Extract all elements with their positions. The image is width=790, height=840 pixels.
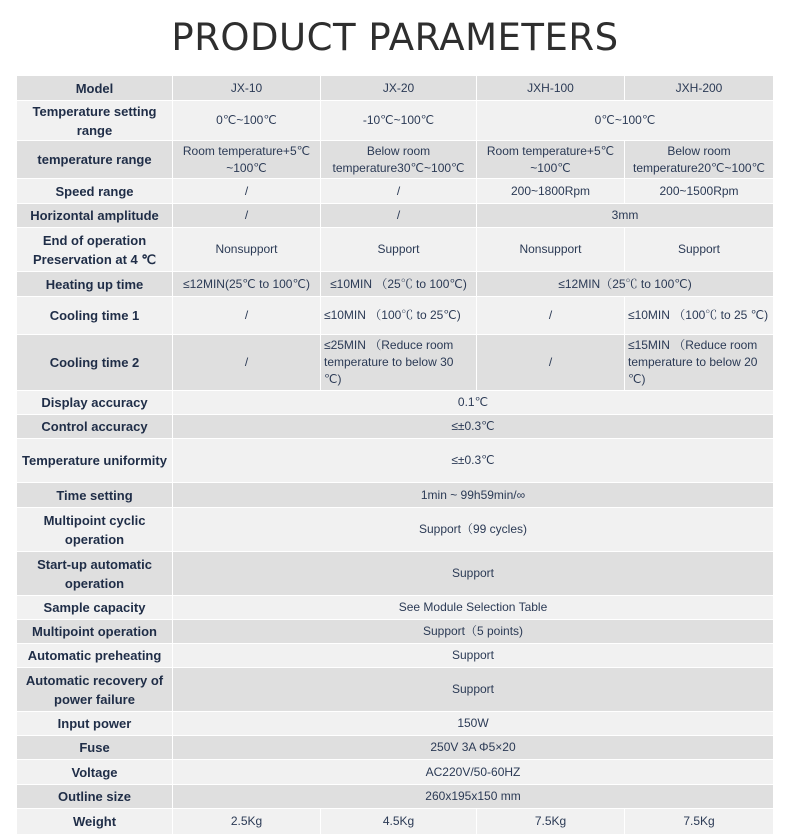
cell-value: ≤12MIN(25℃ to 100℃) [173, 272, 321, 297]
cell-value: 0℃~100℃ [477, 101, 773, 141]
model-jx-10: JX-10 [173, 76, 321, 101]
cell-value: ≤25MIN （Reduce room temperature to below 30 ℃) [321, 335, 477, 391]
cell-value: 7.5Kg [477, 809, 625, 835]
table-row [17, 415, 773, 439]
model-jxh-200: JXH-200 [625, 76, 773, 101]
header-model-label: Model [17, 76, 173, 101]
cell-value: / [173, 179, 321, 204]
cell-value: 0.1℃ [173, 391, 773, 415]
table-row [17, 760, 773, 785]
cell-value: Room temperature+5℃ ~100℃ [477, 141, 625, 179]
cell-value: 200~1800Rpm [477, 179, 625, 204]
table-row [17, 552, 773, 596]
cell-value: 3mm [477, 204, 773, 228]
row-label: Speed range [17, 179, 173, 204]
cell-value: Below room temperature30℃~100℃ [321, 141, 477, 179]
table-row [17, 483, 773, 508]
cell-value: 260x195x150 mm [173, 785, 773, 809]
table-row [17, 228, 773, 272]
row-label: Sample capacity [17, 596, 173, 620]
row-label: End of operation Preservation at 4 ℃ [17, 228, 173, 272]
row-label: Time setting [17, 483, 173, 508]
cell-value: ≤10MIN （100℃ to 25℃) [321, 297, 477, 335]
cell-value: Support [173, 552, 773, 596]
row-label: Multipoint operation [17, 620, 173, 644]
row-label: Input power [17, 712, 173, 736]
cell-value: 250V 3A Φ5×20 [173, 736, 773, 760]
row-label: Weight [17, 809, 173, 835]
table-row [17, 644, 773, 668]
cell-value: 1min ~ 99h59min/∞ [173, 483, 773, 508]
cell-value: Support（5 points) [173, 620, 773, 644]
row-label: Voltage [17, 760, 173, 785]
cell-value: ≤15MIN （Reduce room temperature to below 20 ℃) [625, 335, 773, 391]
table-row [17, 620, 773, 644]
cell-value: 4.5Kg [321, 809, 477, 835]
cell-value: AC220V/50-60HZ [173, 760, 773, 785]
table-row [17, 712, 773, 736]
row-label: Multipoint cyclic operation [17, 508, 173, 552]
table-row [17, 297, 773, 335]
model-jxh-100: JXH-100 [477, 76, 625, 101]
cell-value: 150W [173, 712, 773, 736]
cell-value: Below room temperature20℃~100℃ [625, 141, 773, 179]
table-row [17, 335, 773, 391]
row-label: Temperature setting range [17, 101, 173, 141]
cell-value: Nonsupport [173, 228, 321, 272]
cell-value: ≤±0.3℃ [173, 439, 773, 483]
cell-value: ≤±0.3℃ [173, 415, 773, 439]
row-label: Horizontal amplitude [17, 204, 173, 228]
table-row [17, 204, 773, 228]
row-label: Cooling time 2 [17, 335, 173, 391]
row-label: Display accuracy [17, 391, 173, 415]
row-label: temperature range [17, 141, 173, 179]
row-label: Cooling time 1 [17, 297, 173, 335]
table-row [17, 391, 773, 415]
cell-value: Support（99 cycles) [173, 508, 773, 552]
table-row [17, 809, 773, 835]
cell-value: Room temperature+5℃ ~100℃ [173, 141, 321, 179]
cell-value: Support [321, 228, 477, 272]
table-row [17, 141, 773, 179]
cell-value: / [173, 297, 321, 335]
table-row [17, 272, 773, 297]
cell-value: / [173, 204, 321, 228]
model-jx-20: JX-20 [321, 76, 477, 101]
row-label: Outline size [17, 785, 173, 809]
table-row [17, 596, 773, 620]
cell-value: / [477, 297, 625, 335]
table-row [17, 668, 773, 712]
cell-value: / [173, 335, 321, 391]
row-label: Automatic preheating [17, 644, 173, 668]
cell-value: / [477, 335, 625, 391]
cell-value: See Module Selection Table [173, 596, 773, 620]
cell-value: 0℃~100℃ [173, 101, 321, 141]
cell-value: Support [173, 668, 773, 712]
cell-value: Nonsupport [477, 228, 625, 272]
cell-value: / [321, 204, 477, 228]
cell-value: / [321, 179, 477, 204]
cell-value: ≤10MIN （100℃ to 25 ℃) [625, 297, 773, 335]
row-label: Start-up automatic operation [17, 552, 173, 596]
table-row [17, 736, 773, 760]
cell-value: -10℃~100℃ [321, 101, 477, 141]
row-label: Automatic recovery of power failure [17, 668, 173, 712]
cell-value: Support [625, 228, 773, 272]
cell-value: 2.5Kg [173, 809, 321, 835]
header-row [17, 76, 773, 101]
row-label: Fuse [17, 736, 173, 760]
row-label: Heating up time [17, 272, 173, 297]
table-row [17, 101, 773, 141]
row-label: Control accuracy [17, 415, 173, 439]
cell-value: 7.5Kg [625, 809, 773, 835]
product-parameters-table [17, 76, 773, 835]
row-label: Temperature uniformity [17, 439, 173, 483]
cell-value: Support [173, 644, 773, 668]
page-title: PRODUCT PARAMETERS [171, 16, 619, 59]
table-row [17, 785, 773, 809]
table-row [17, 179, 773, 204]
table-row [17, 508, 773, 552]
table-row [17, 439, 773, 483]
cell-value: 200~1500Rpm [625, 179, 773, 204]
cell-value: ≤10MIN （25℃ to 100℃) [321, 272, 477, 297]
cell-value: ≤12MIN（25℃ to 100℃) [477, 272, 773, 297]
